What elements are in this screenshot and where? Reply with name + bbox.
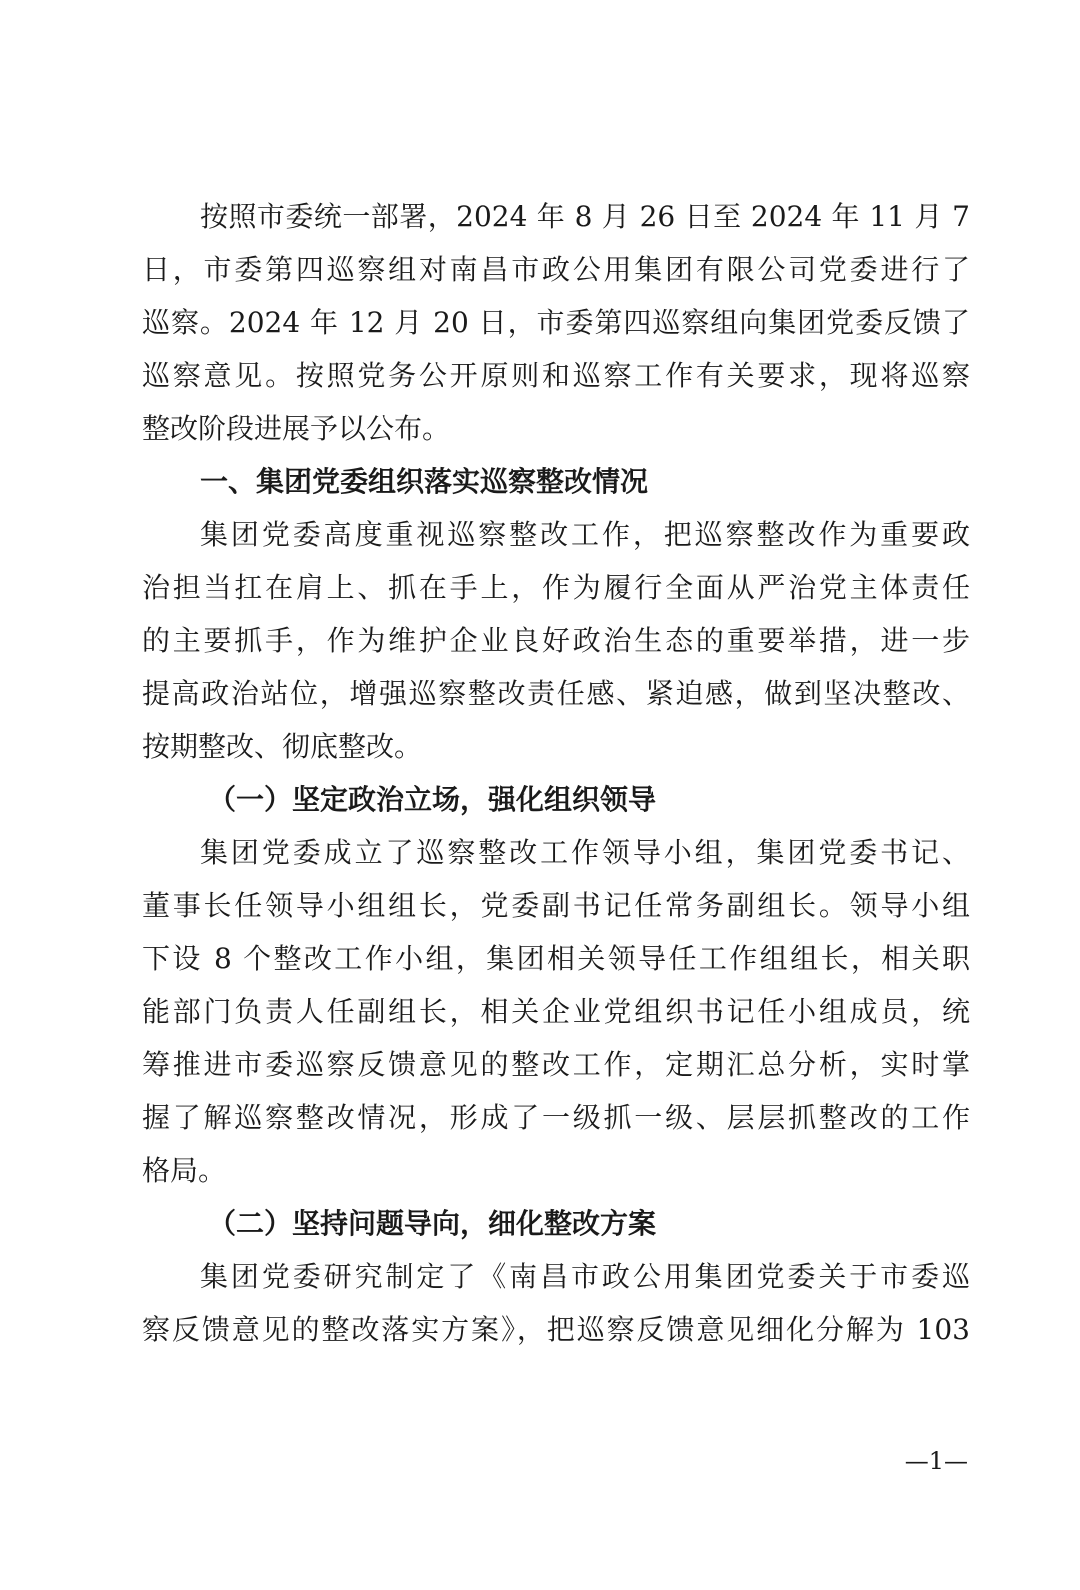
document-body bbox=[142, 190, 970, 1356]
subsection-heading-2: （二）坚持问题导向，细化整改方案 bbox=[208, 1207, 657, 1240]
paragraph-organization bbox=[142, 508, 970, 773]
paragraph-line: 集团党委研究制定了《南昌市政公用集团党委关于市委巡 bbox=[200, 1260, 970, 1293]
page-number: —1— bbox=[904, 1447, 968, 1475]
paragraph-line: 提高政治站位，增强巡察整改责任感、紧迫感，做到坚决整改、 bbox=[142, 677, 970, 710]
subsection-heading-1: （一）坚定政治立场，强化组织领导 bbox=[208, 783, 657, 816]
paragraph-leadership bbox=[142, 826, 970, 1197]
paragraph-line: 能部门负责人任副组长，相关企业党组织书记任小组成员，统 bbox=[142, 995, 970, 1028]
paragraph-line: 集团党委高度重视巡察整改工作，把巡察整改作为重要政 bbox=[200, 518, 970, 551]
paragraph-line: 察反馈意见的整改落实方案》，把巡察反馈意见细化分解为 103 bbox=[142, 1313, 970, 1346]
section-heading-1: 一、集团党委组织落实巡察整改情况 bbox=[200, 465, 649, 498]
paragraph-line: 巡察。2024 年 12 月 20 日，市委第四巡察组向集团党委反馈了 bbox=[142, 306, 970, 339]
paragraph-line: 按期整改、彻底整改。 bbox=[142, 730, 423, 763]
paragraph-line: 整改阶段进展予以公布。 bbox=[142, 412, 451, 445]
paragraph-line: 巡察意见。按照党务公开原则和巡察工作有关要求，现将巡察 bbox=[142, 359, 970, 392]
paragraph-line: 的主要抓手，作为维护企业良好政治生态的重要举措，进一步 bbox=[142, 624, 970, 657]
paragraph-line: 日，市委第四巡察组对南昌市政公用集团有限公司党委进行了 bbox=[142, 253, 970, 286]
paragraph-line: 下设 8 个整改工作小组，集团相关领导任工作组组长，相关职 bbox=[142, 942, 970, 975]
paragraph-line: 董事长任领导小组组长，党委副书记任常务副组长。领导小组 bbox=[142, 889, 970, 922]
paragraph-line: 握了解巡察整改情况，形成了一级抓一级、层层抓整改的工作 bbox=[142, 1101, 970, 1134]
paragraph-line: 格局。 bbox=[142, 1154, 227, 1187]
paragraph-line: 筹推进市委巡察反馈意见的整改工作，定期汇总分析，实时掌 bbox=[142, 1048, 970, 1081]
paragraph-line: 集团党委成立了巡察整改工作领导小组，集团党委书记、 bbox=[200, 836, 970, 869]
paragraph-line: 治担当扛在肩上、抓在手上，作为履行全面从严治党主体责任 bbox=[142, 571, 970, 604]
paragraph-line: 按照市委统一部署，2024 年 8 月 26 日至 2024 年 11 月 7 bbox=[200, 200, 970, 233]
paragraph-plan bbox=[142, 1250, 970, 1356]
paragraph-intro bbox=[142, 190, 970, 455]
